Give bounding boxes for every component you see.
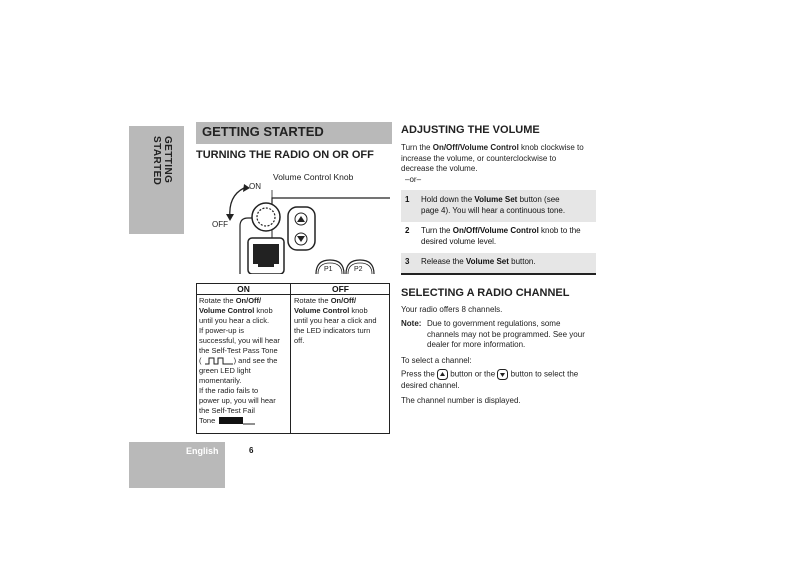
channel-displayed: The channel number is displayed. xyxy=(401,396,521,405)
turning-on-off-heading: TURNING THE RADIO ON OR OFF xyxy=(196,149,374,161)
table-cell-off: Rotate the On/Off/ Volume Control knob until you hear a click and the LED indicators turn off. xyxy=(294,296,377,345)
footer-language: English xyxy=(186,446,219,456)
pass-tone-icon xyxy=(204,357,234,365)
section-title: GETTING STARTED xyxy=(202,124,324,139)
note-text: Due to government regulations, some channels may not be programmed. See your dealer for more information. xyxy=(427,319,585,349)
radio-diagram xyxy=(200,168,390,274)
up-button-icon xyxy=(437,369,448,380)
adjusting-volume-heading: ADJUSTING THE VOLUME xyxy=(401,124,540,136)
p1-label: P1 xyxy=(324,266,333,273)
to-select: To select a channel: xyxy=(401,356,472,365)
or-separator: –or– xyxy=(405,174,422,184)
table-header-off: OFF xyxy=(332,284,349,294)
rotation-arc xyxy=(230,188,244,218)
knob-label: Volume Control Knob xyxy=(273,172,354,182)
volume-knob-inner xyxy=(257,208,275,226)
p2-label: P2 xyxy=(354,266,363,273)
down-button-icon xyxy=(497,369,508,380)
press-instruction: Press the button or the button to select the desired channel. xyxy=(401,369,579,391)
steps-bottom-rule xyxy=(401,273,596,275)
table-header-on: ON xyxy=(237,284,250,294)
table-cell-on: Rotate the On/Off/ Volume Control knob until you hear a click. If power-up is successful, you will hear the Self-Test Pass Tone ( ) and see the green LED light momentarily. If the radio fails to power up, you will hear the Self-Test Fail Tone xyxy=(199,296,280,425)
selecting-channel-heading: SELECTING A RADIO CHANNEL xyxy=(401,287,570,299)
note-label: Note: xyxy=(401,319,422,328)
on-label: ON xyxy=(249,182,261,191)
fail-tone-icon xyxy=(217,417,257,425)
side-tab-label: GETTING STARTED xyxy=(151,136,173,186)
display-base xyxy=(258,261,274,267)
volume-intro: Turn the On/Off/Volume Control knob clockwise to increase the volume, or counterclockwise to decrease the volume. –or– xyxy=(401,143,601,185)
page-number: 6 xyxy=(249,446,254,455)
off-label: OFF xyxy=(212,220,228,229)
channel-offers: Your radio offers 8 channels. xyxy=(401,305,503,314)
